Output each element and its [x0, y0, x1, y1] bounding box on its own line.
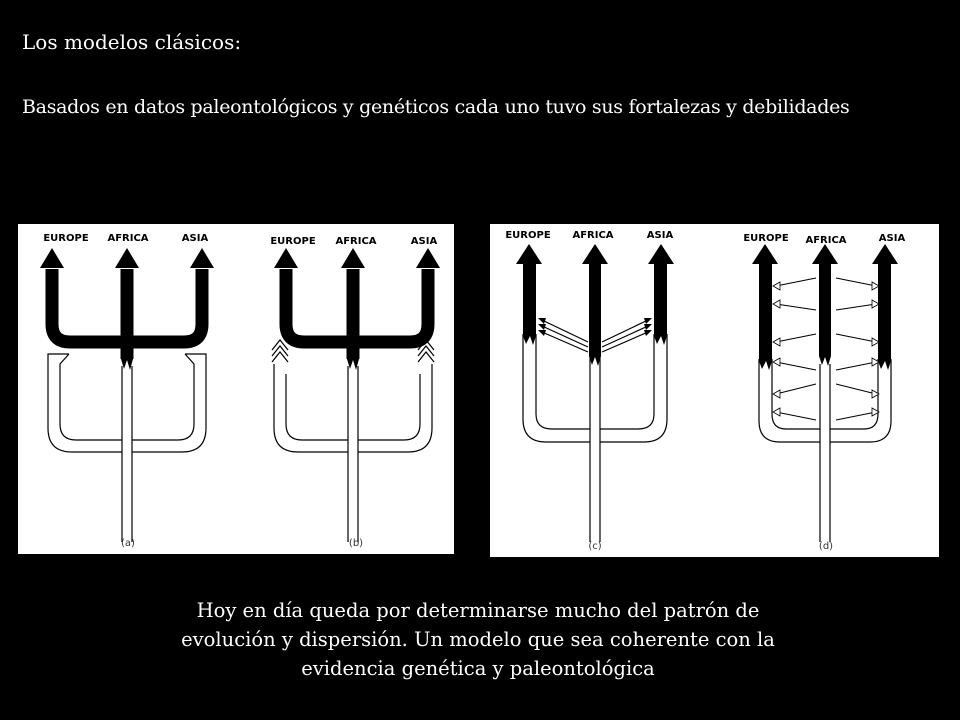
diagram-b-region-3: ASIA	[410, 236, 438, 247]
diagram-c-region-1: EUROPE	[505, 230, 551, 241]
diagram-d	[743, 233, 905, 552]
diagram-a-region-3: ASIA	[181, 233, 209, 244]
diagram-c-label: (c)	[588, 541, 602, 552]
diagram-a	[40, 233, 214, 549]
caption-line-1: Hoy en día queda por determinarse mucho del patrón de	[196, 599, 760, 622]
diagram-b-region-1: EUROPE	[270, 236, 316, 247]
diagram-panel-left	[18, 224, 454, 554]
diagram-panel-right	[490, 224, 939, 557]
diagram-a-label: (a)	[121, 538, 135, 549]
diagram-d-region-3: ASIA	[878, 233, 906, 244]
diagram-a-region-2: AFRICA	[107, 233, 149, 244]
diagram-a-region-1: EUROPE	[43, 233, 89, 244]
diagram-d-region-1: EUROPE	[743, 233, 789, 244]
diagram-svg-left	[18, 224, 454, 554]
slide-subtitle: Basados en datos paleontológicos y genéticos cada uno tuvo sus fortalezas y debilidades	[22, 96, 850, 118]
diagram-d-region-2: AFRICA	[805, 235, 847, 246]
diagram-d-label: (d)	[818, 541, 834, 552]
caption-line-2: evolución y dispersión. Un modelo que sea coherente con la	[181, 628, 775, 651]
diagram-b	[270, 236, 440, 549]
slide-caption	[130, 596, 826, 683]
caption-line-3: evidencia genética y paleontológica	[301, 657, 655, 680]
slide-title: Los modelos clásicos:	[22, 30, 242, 54]
diagram-svg-right	[490, 224, 939, 557]
diagram-b-region-2: AFRICA	[335, 236, 377, 247]
diagram-c-region-2: AFRICA	[572, 230, 614, 241]
diagram-c-region-3: ASIA	[646, 230, 674, 241]
diagram-c	[505, 230, 674, 552]
diagram-b-label: (b)	[348, 538, 364, 549]
